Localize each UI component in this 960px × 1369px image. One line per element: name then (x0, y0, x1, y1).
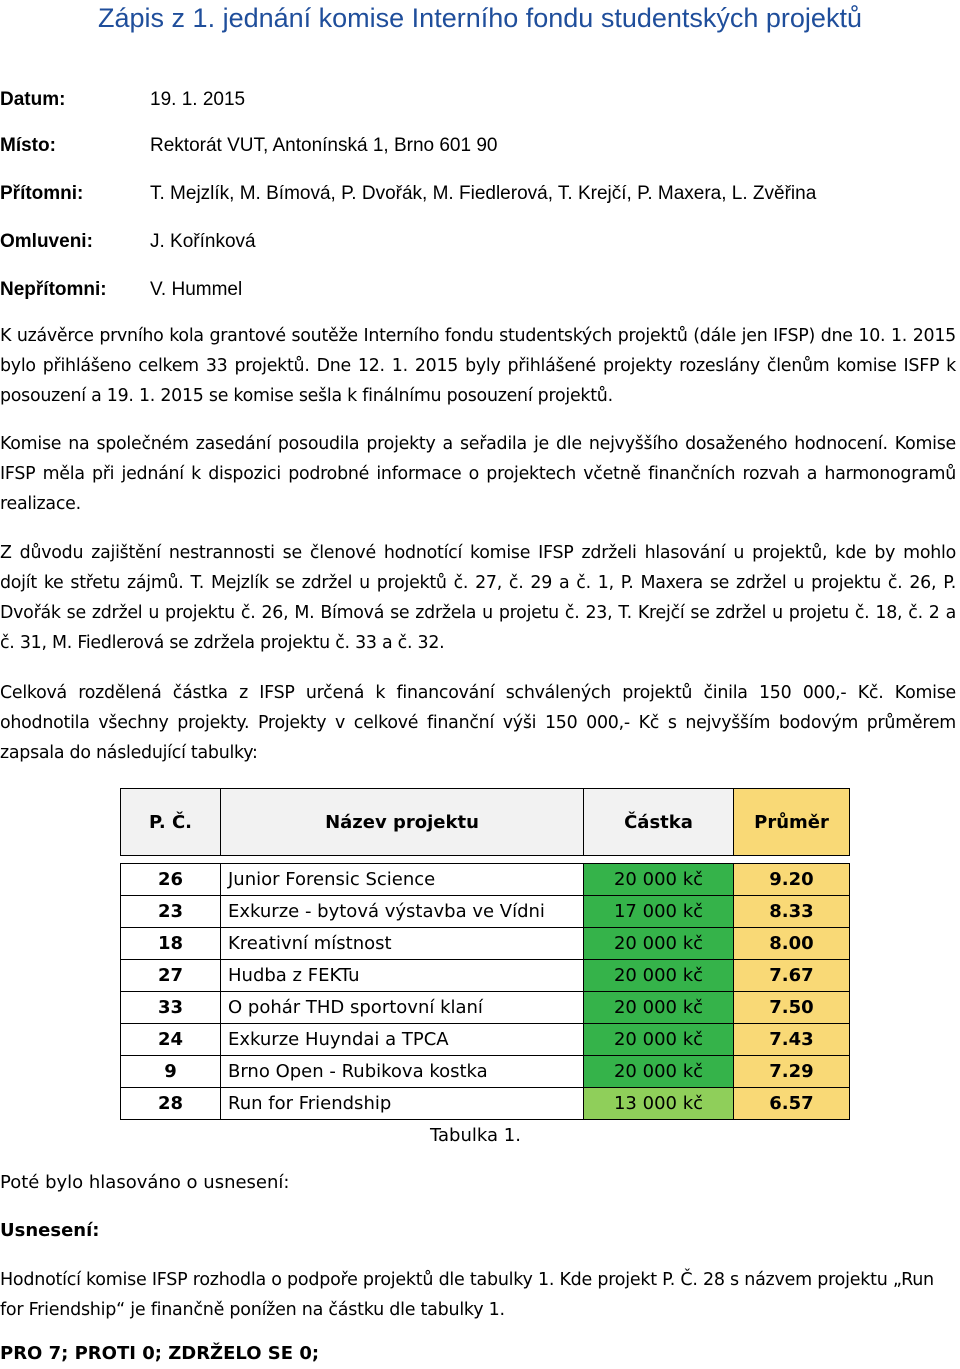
paragraph-conflict: Z důvodu zajištění nestrannosti se členové hodnotící komise IFSP zdrželi hlasování u projektů, kde by mohlo dojít ke střetu zájmů. T. Mejzlík se zdržel u projektů č. 27, č. 29 a č. 1, P. Maxera se zdržel u projektu č. 26, P. Dvořák se zdržel u projektu č. 26, M. Bímová se zdržela u projetu č. 23, T. Krejčí se zdržel u projetu č. 18, č. 2 a č. 31, M. Fiedlerová se zdržela projektu č. 33 a č. 32. (0, 543, 956, 653)
cell-average: 6.57 (734, 1088, 850, 1120)
table-row (121, 896, 850, 928)
meta-label: Nepřítomni: (0, 279, 107, 300)
cell-number: 33 (121, 992, 221, 1024)
cell-average: 7.43 (734, 1024, 850, 1056)
header-average: Průměr (734, 789, 850, 856)
table-caption: Tabulka 1. (430, 1125, 521, 1146)
projects-table (120, 788, 850, 1120)
cell-number: 28 (121, 1088, 221, 1120)
cell-amount: 17 000 kč (584, 896, 734, 928)
table-row (121, 1088, 850, 1120)
cell-name: Hudba z FEKTu (221, 960, 584, 992)
meta-value: T. Mejzlík, M. Bímová, P. Dvořák, M. Fiedlerová, T. Krejčí, P. Maxera, L. Zvěřina (150, 183, 817, 204)
cell-number: 18 (121, 928, 221, 960)
cell-amount: 20 000 kč (584, 928, 734, 960)
meta-value: J. Kořínková (150, 231, 256, 252)
table-row (121, 992, 850, 1024)
resolution-label: Usnesení: (0, 1220, 100, 1241)
cell-name: Kreativní místnost (221, 928, 584, 960)
cell-number: 24 (121, 1024, 221, 1056)
vote-result: PRO 7; PROTI 0; ZDRŽELO SE 0; (0, 1343, 320, 1364)
cell-number: 26 (121, 864, 221, 896)
cell-amount: 20 000 kč (584, 864, 734, 896)
cell-average: 8.33 (734, 896, 850, 928)
cell-number: 27 (121, 960, 221, 992)
cell-average: 7.67 (734, 960, 850, 992)
meta-label: Místo: (0, 135, 56, 156)
paragraph-budget: Celková rozdělená částka z IFSP určená k financování schválených projektů činila 150 000,- Kč. Komise ohodnotila všechny projekty. Projekty v celkové finanční výši 150 000,- Kč s nejvyšším bodovým průměrem zapsala do následující tabulky: (0, 683, 956, 763)
table-row (121, 1056, 850, 1088)
cell-name: Brno Open - Rubikova kostka (221, 1056, 584, 1088)
cell-name: Junior Forensic Science (221, 864, 584, 896)
table-header-row (121, 789, 850, 856)
cell-average: 9.20 (734, 864, 850, 896)
cell-average: 7.50 (734, 992, 850, 1024)
cell-average: 7.29 (734, 1056, 850, 1088)
resolution-text: Hodnotící komise IFSP rozhodla o podpoře projektů dle tabulky 1. Kde projekt P. Č. 28 s názvem projektu „Run for Friendship“ je finančně ponížen na částku dle tabulky 1. (0, 1270, 934, 1320)
document-title: Zápis z 1. jednání komise Interního fondu studentských projektů (98, 3, 862, 33)
header-amount: Částka (584, 789, 734, 856)
paragraph-evaluation: Komise na společném zasedání posoudila projekty a seřadila je dle nejvyššího dosaženého hodnocení. Komise IFSP měla při jednání k dispozici podrobné informace o projektech včetně finančních rozvah a harmonogramů realizace. (0, 434, 956, 514)
meta-value: Rektorát VUT, Antonínská 1, Brno 601 90 (150, 135, 498, 156)
paragraph-intro: K uzávěrce prvního kola grantové soutěže Interního fondu studentských projektů (dále jen IFSP) dne 10. 1. 2015 bylo přihlášeno celkem 33 projektů. Dne 12. 1. 2015 byly přihlášené projekty rozeslány členům komise ISFP k posouzení a 19. 1. 2015 se komise sešla k finálnímu posouzení projektů. (0, 326, 956, 406)
cell-amount: 13 000 kč (584, 1088, 734, 1120)
meta-label: Přítomni: (0, 183, 84, 204)
cell-number: 9 (121, 1056, 221, 1088)
meta-label: Datum: (0, 89, 66, 110)
cell-name: Exkurze - bytová výstavba ve Vídni (221, 896, 584, 928)
cell-amount: 20 000 kč (584, 960, 734, 992)
table-row (121, 960, 850, 992)
meta-label: Omluveni: (0, 231, 93, 252)
table-row (121, 864, 850, 896)
cell-name: Exkurze Huyndai a TPCA (221, 1024, 584, 1056)
cell-number: 23 (121, 896, 221, 928)
cell-name: Run for Friendship (221, 1088, 584, 1120)
cell-amount: 20 000 kč (584, 992, 734, 1024)
cell-name: O pohár THD sportovní klaní (221, 992, 584, 1024)
header-name: Název projektu (221, 789, 584, 856)
meta-value: 19. 1. 2015 (150, 89, 246, 110)
cell-amount: 20 000 kč (584, 1024, 734, 1056)
meta-value: V. Hummel (150, 279, 243, 300)
table-row (121, 928, 850, 960)
table-row (121, 1024, 850, 1056)
header-number: P. Č. (121, 789, 221, 856)
table-spacer (121, 856, 850, 864)
vote-intro: Poté bylo hlasováno o usnesení: (0, 1172, 290, 1193)
cell-amount: 20 000 kč (584, 1056, 734, 1088)
cell-average: 8.00 (734, 928, 850, 960)
